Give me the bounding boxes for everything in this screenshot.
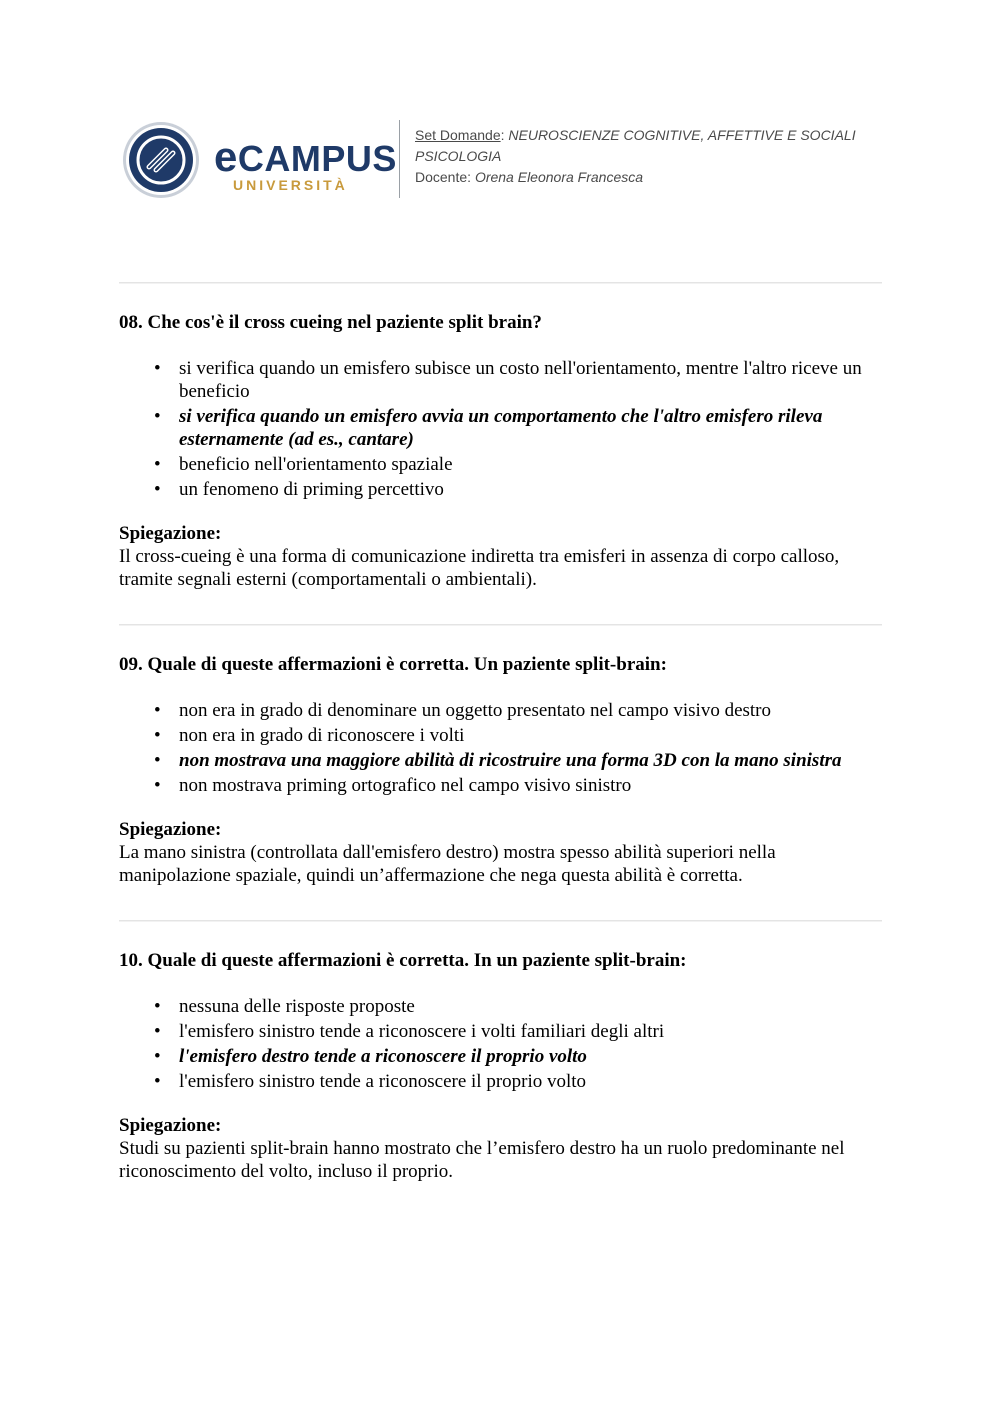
answer-option: • l'emisfero sinistro tende a riconoscere i volti familiari degli altri (154, 1021, 665, 1042)
set-domande-value: NEUROSCIENZE COGNITIVE, AFFETTIVE E SOCIALI (508, 127, 856, 143)
explanation-label: Spiegazione: (119, 819, 222, 840)
bullet-icon: • (154, 775, 161, 796)
answer-options (119, 995, 882, 1093)
explanation-text: Il cross-cueing è una forma di comunicazione indiretta tra emisferi in assenza di corpo calloso, tramite segnali esterni (comportamentali o ambientali). (119, 546, 840, 590)
answer-option: • un fenomeno di priming percettivo (154, 479, 444, 500)
answer-option: • si verifica quando un emisfero subisce un costo nell'orientamento, mentre l'altro riceve un beneficio (154, 358, 862, 402)
ecampus-logo-badge-icon (122, 121, 200, 199)
section-separator (119, 920, 882, 922)
bullet-icon: • (154, 1071, 161, 1092)
answer-option: • non mostrava priming ortografico nel campo visivo sinistro (154, 775, 632, 796)
answer-option: • beneficio nell'orientamento spaziale (154, 454, 453, 475)
set-domande-label: Set Domande (415, 127, 501, 143)
answer-option-correct: • l'emisfero destro tende a riconoscere il proprio volto (154, 1046, 587, 1067)
question-block-09 (119, 653, 882, 887)
question-title: 08. Che cos'è il cross cueing nel paziente split brain? (119, 312, 542, 333)
explanation-text: La mano sinistra (controllata dall'emisfero destro) mostra spesso abilità superiori nella manipolazione spaziale, quindi un’affermazione che nega questa abilità è corretta. (119, 842, 776, 886)
answer-option: • non era in grado di riconoscere i volti (154, 725, 465, 746)
course-name: PSICOLOGIA (415, 148, 502, 164)
explanation-label: Spiegazione: (119, 1115, 222, 1136)
bullet-icon: • (154, 406, 161, 427)
answer-option: • nessuna delle risposte proposte (154, 996, 415, 1017)
page-header (0, 0, 1000, 260)
bullet-icon: • (154, 358, 161, 379)
bullet-icon: • (154, 1021, 161, 1042)
question-title: 09. Quale di queste affermazioni è corretta. Un paziente split-brain: (119, 654, 667, 675)
bullet-icon: • (154, 725, 161, 746)
bullet-icon: • (154, 454, 161, 475)
set-domande-line: Set Domande: NEUROSCIENZE COGNITIVE, AFFETTIVE E SOCIALI (415, 127, 856, 143)
docente-label: Docente: (415, 169, 475, 185)
ecampus-logo-text: eCAMPUS (214, 133, 397, 180)
section-separator (119, 282, 882, 284)
header-meta (415, 125, 856, 188)
answer-options (119, 699, 882, 797)
answer-option: • non era in grado di denominare un oggetto presentato nel campo visivo destro (154, 700, 772, 721)
answer-option-correct: • non mostrava una maggiore abilità di ricostruire una forma 3D con la mano sinistra (154, 750, 842, 771)
explanation-label: Spiegazione: (119, 523, 222, 544)
explanation-text: Studi su pazienti split-brain hanno mostrato che l’emisfero destro ha un ruolo predominante nel riconoscimento del volto, incluso il proprio. (119, 1138, 845, 1182)
question-block-08 (119, 311, 882, 591)
docente-value: Orena Eleonora Francesca (474, 169, 644, 185)
answer-option: • l'emisfero sinistro tende a riconoscere il proprio volto (154, 1071, 587, 1092)
answer-option-correct: • si verifica quando un emisfero avvia un comportamento che l'altro emisfero rileva esternamente (ad es., cantare) (154, 406, 823, 450)
question-title: 10. Quale di queste affermazioni è corretta. In un paziente split-brain: (119, 950, 687, 971)
bullet-icon: • (154, 1046, 161, 1067)
ecampus-logo-subtitle: UNIVERSITÀ (233, 177, 348, 193)
question-block-10 (119, 949, 882, 1183)
bullet-icon: • (154, 700, 161, 721)
section-separator (119, 624, 882, 626)
docente-line (415, 167, 856, 188)
header-divider (399, 120, 400, 198)
answer-options (119, 357, 882, 501)
bullet-icon: • (154, 996, 161, 1017)
bullet-icon: • (154, 479, 161, 500)
questions-content (119, 282, 882, 1216)
bullet-icon: • (154, 750, 161, 771)
